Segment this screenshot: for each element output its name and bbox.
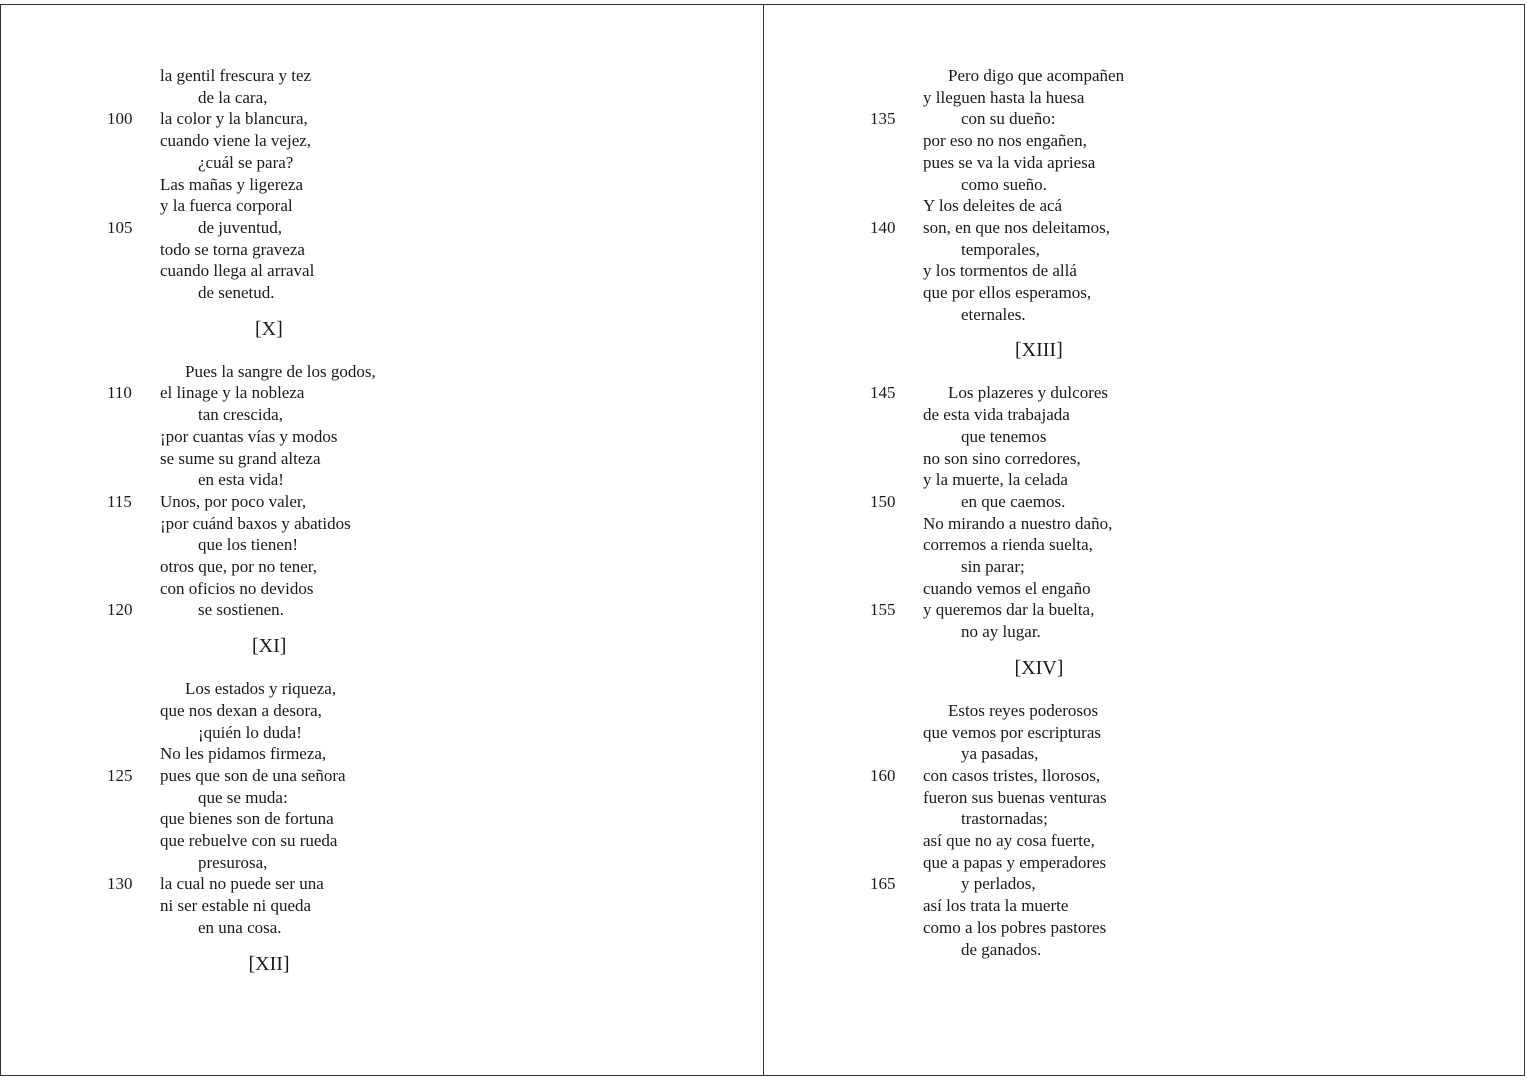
verse-line: como a los pobres pastores: [923, 917, 1107, 937]
verse-line: que vemos por escripturas: [923, 722, 1101, 742]
verse-line: de senetud.: [198, 283, 275, 302]
verse-line: con su dueño:: [961, 109, 1056, 129]
verse-line: pues se va la vida apriesa: [923, 152, 1096, 172]
verse-line: que tenemos: [961, 426, 1047, 446]
verse-line: se sume su grand alteza: [160, 448, 321, 468]
verse-line: se sostienen.: [198, 600, 284, 620]
verse-line: que por ellos esperamos,: [923, 283, 1092, 302]
verse-line: que a papas y emperadores: [923, 852, 1107, 872]
verse-line: de esta vida trabajada: [923, 405, 1070, 425]
verse-line: y la muerte, la celada: [923, 470, 1068, 490]
verse-line: y la fuerca corporal: [160, 196, 293, 216]
verse-line: con casos tristes, llorosos,: [923, 765, 1101, 785]
verse-line: tan crescida,: [198, 405, 283, 425]
verse-line: corremos a rienda suelta,: [923, 535, 1093, 555]
verse-line: No mirando a nuestro daño,: [923, 513, 1113, 533]
line-number: 155: [870, 600, 896, 620]
line-number: 100: [107, 109, 133, 129]
verse-line: que nos dexan a desora,: [160, 700, 322, 720]
verse-line: con oficios no devidos: [160, 578, 314, 598]
line-number: 125: [107, 765, 133, 785]
verse-line: que bienes son de fortuna: [160, 809, 334, 829]
verse-line: no ay lugar.: [961, 622, 1041, 642]
line-number: 135: [870, 109, 896, 129]
verse-line: Estos reyes poderosos: [948, 700, 1099, 720]
verse-line: Los estados y riqueza,: [185, 679, 337, 699]
verse-line: y queremos dar la buelta,: [923, 600, 1095, 620]
verse-line: Pues la sangre de los godos,: [185, 361, 376, 381]
verse-line: todo se torna graveza: [160, 239, 305, 259]
verse-line: Los plazeres y dulcores: [948, 383, 1109, 403]
verse-line: sin parar;: [961, 557, 1025, 576]
verse-line: ni ser estable ni queda: [160, 896, 312, 916]
verse-line: así que no ay cosa fuerte,: [923, 831, 1095, 850]
verse-line: de juventud,: [198, 217, 283, 237]
verse-line: en que caemos.: [961, 491, 1066, 511]
line-number: 160: [870, 765, 896, 785]
book-spread: [0, 4, 1525, 1076]
line-number: 130: [107, 874, 133, 894]
verse-line: de la cara,: [198, 87, 268, 107]
stanza-heading: [XIV]: [1014, 656, 1064, 679]
verse-line: así los trata la muerte: [923, 896, 1069, 916]
verse-line: y los tormentos de allá: [923, 261, 1077, 281]
stanza-heading: [XIII]: [1015, 339, 1063, 362]
verse-line: que rebuelve con su rueda: [160, 831, 338, 850]
verse-line: Unos, por poco valer,: [160, 491, 307, 511]
verse-line: la color y la blancura,: [160, 109, 308, 129]
verse-line: el linage y la nobleza: [160, 383, 305, 403]
line-number: 145: [870, 383, 896, 403]
stanza-heading: [XI]: [252, 635, 287, 658]
verse-line: cuando llega al arraval: [160, 261, 315, 281]
verse-line: presurosa,: [198, 852, 268, 872]
line-number: 150: [870, 491, 896, 511]
right-page: [764, 5, 1526, 1075]
verse-line: que se muda:: [198, 787, 288, 807]
verse-line: la gentil frescura y tez: [160, 66, 312, 85]
stanza-heading: [XII]: [248, 952, 290, 975]
verse-line: en esta vida!: [198, 470, 284, 490]
verse-line: Pero digo que acompañen: [948, 66, 1125, 85]
verse-line: y perlados,: [961, 874, 1036, 894]
verse-line: de ganados.: [961, 939, 1042, 959]
verse-line: fueron sus buenas venturas: [923, 787, 1107, 807]
verse-line: la cual no puede ser una: [160, 874, 324, 894]
verse-line: trastornadas;: [961, 809, 1048, 829]
left-page: [1, 5, 764, 1075]
verse-line: ¡por cuantas vías y modos: [160, 426, 338, 446]
line-number: 110: [107, 383, 132, 403]
verse-line: eternales.: [961, 304, 1026, 324]
verse-line: otros que, por no tener,: [160, 557, 318, 576]
verse-line: como sueño.: [961, 174, 1047, 194]
verse-line: por eso no nos engañen,: [923, 131, 1087, 151]
verse-line: en una cosa.: [198, 917, 282, 937]
verse-line: ¡quién lo duda!: [198, 722, 302, 742]
line-number: 165: [870, 874, 896, 894]
verse-line: pues que son de una señora: [160, 765, 346, 785]
verse-line: Y los deleites de acá: [923, 196, 1063, 216]
line-number: 140: [870, 217, 896, 237]
line-number: 120: [107, 600, 133, 620]
verse-line: cuando vemos el engaño: [923, 578, 1091, 598]
verse-line: cuando viene la vejez,: [160, 131, 312, 151]
stanza-heading: [X]: [255, 317, 283, 340]
verse-line: ¿cuál se para?: [198, 152, 294, 172]
verse-line: ya pasadas,: [961, 744, 1039, 764]
verse-line: No les pidamos firmeza,: [160, 744, 327, 764]
line-number: 115: [107, 491, 132, 511]
verse-line: y lleguen hasta la huesa: [923, 87, 1085, 107]
verse-line: temporales,: [961, 239, 1040, 259]
line-number: 105: [107, 217, 133, 237]
verse-line: Las mañas y ligereza: [160, 174, 304, 194]
verse-line: no son sino corredores,: [923, 448, 1081, 468]
verse-line: son, en que nos deleitamos,: [923, 217, 1110, 237]
verse-line: ¡por cuánd baxos y abatidos: [160, 513, 351, 533]
verse-line: que los tienen!: [198, 535, 299, 555]
